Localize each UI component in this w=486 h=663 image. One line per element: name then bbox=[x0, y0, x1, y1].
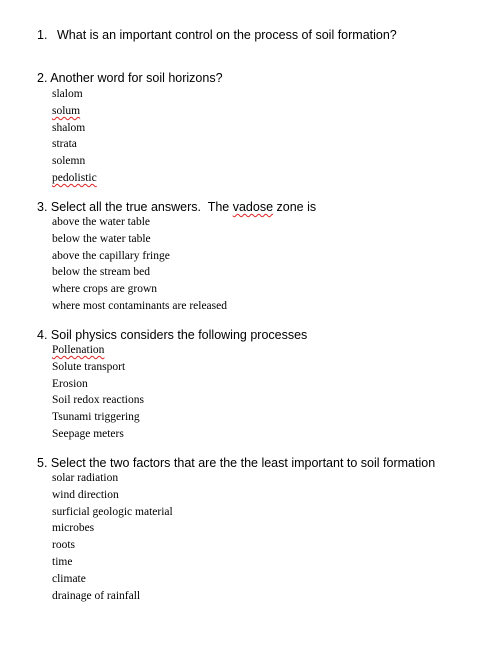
question-4 bbox=[37, 328, 307, 342]
option-item: slalom bbox=[52, 88, 83, 100]
option-item: surficial geologic material bbox=[52, 505, 173, 518]
option-item: below the stream bed bbox=[52, 266, 151, 279]
question-number: 5. bbox=[37, 456, 48, 470]
option-item: time bbox=[52, 555, 73, 568]
option-text: Pollenation bbox=[52, 344, 105, 356]
question-3-options bbox=[52, 214, 227, 315]
question-number: 4. bbox=[37, 328, 48, 342]
option-item: microbes bbox=[52, 522, 95, 535]
question-2-options bbox=[52, 86, 97, 187]
question-text-before: Select all the true answers. The bbox=[50, 200, 233, 214]
question-1 bbox=[37, 28, 397, 42]
option-item: above the water table bbox=[52, 216, 151, 228]
question-text: Another word for soil horizons? bbox=[50, 71, 223, 85]
option-item: wind direction bbox=[52, 488, 119, 501]
option-item: solum bbox=[52, 104, 81, 117]
option-item: solemn bbox=[52, 155, 86, 168]
question-5-options bbox=[52, 470, 173, 604]
option-item: above the capillary fringe bbox=[52, 249, 170, 262]
question-number: 2. bbox=[37, 71, 48, 85]
option-item: drainage of rainfall bbox=[52, 589, 141, 602]
question-5 bbox=[37, 456, 435, 470]
option-item: climate bbox=[52, 572, 86, 585]
question-3 bbox=[37, 200, 316, 214]
option-item: Tsunami triggering bbox=[52, 411, 140, 424]
question-2 bbox=[37, 71, 223, 85]
option-item: shalom bbox=[52, 121, 86, 134]
option-item: Solute transport bbox=[52, 360, 126, 373]
flagged-word: vadose bbox=[232, 200, 274, 214]
question-text: Select the two factors that are the the least important to soil formation bbox=[50, 456, 436, 470]
option-item: solar radiation bbox=[52, 472, 119, 484]
option-item: Erosion bbox=[52, 377, 88, 390]
option-item: roots bbox=[52, 539, 75, 552]
option-item: where crops are grown bbox=[52, 283, 158, 296]
option-item: where most contaminants are released bbox=[52, 299, 227, 312]
question-4-options bbox=[52, 342, 144, 443]
option-item bbox=[52, 342, 144, 359]
option-item: below the water table bbox=[52, 232, 151, 245]
question-text: Soil physics considers the following processes bbox=[50, 328, 308, 342]
question-text-after: zone is bbox=[273, 200, 317, 214]
question-number: 1. bbox=[37, 28, 48, 42]
option-text: pedolistic bbox=[52, 171, 97, 184]
option-item: Soil redox reactions bbox=[52, 394, 144, 407]
question-number: 3. bbox=[37, 200, 48, 214]
option-item: Seepage meters bbox=[52, 427, 124, 440]
question-text: What is an important control on the process of soil formation? bbox=[57, 28, 397, 42]
option-item: strata bbox=[52, 138, 77, 151]
option-item bbox=[52, 170, 97, 187]
